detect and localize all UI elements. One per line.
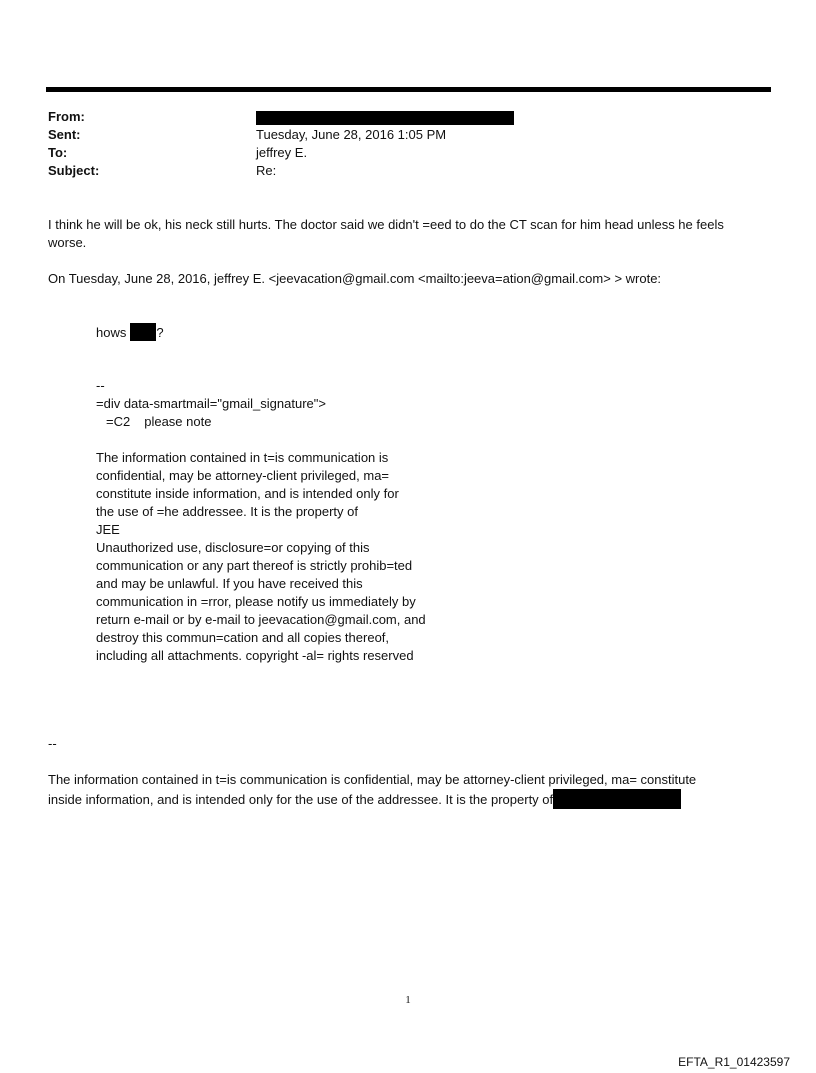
from-row — [48, 108, 748, 126]
quoted-please-note — [96, 413, 476, 431]
to-value: jeffrey E. — [256, 145, 308, 160]
quoted-c2: =C2 — [106, 414, 131, 429]
subject-row — [48, 162, 748, 180]
footer-confidentiality-notice — [48, 771, 768, 809]
sent-row — [48, 126, 748, 144]
confidentiality-line: destroy this commun=cation and all copies thereof, — [96, 630, 390, 645]
quoted-hows: hows — [96, 325, 127, 340]
confidentiality-line: and may be unlawful. If you have received this — [96, 576, 363, 591]
quote-intro: On Tuesday, June 28, 2016, jeffrey E. <jeevacation@gmail.com <mailto:jeeva=ation@gmail.com> > wrote: — [48, 271, 662, 286]
email-header — [48, 108, 748, 180]
name-redaction — [130, 323, 156, 341]
confidentiality-line: the use of =he addressee. It is the property of — [96, 504, 358, 519]
document-id: EFTA_R1_01423597 — [678, 1055, 790, 1069]
to-label: To: — [48, 145, 68, 160]
confidentiality-line: The information contained in t=is communication is — [96, 450, 389, 465]
quoted-please-note-text: please note — [144, 414, 212, 429]
reply-line: worse. — [48, 235, 87, 250]
confidentiality-line: communication or any part thereof is strictly prohib=ted — [96, 558, 413, 573]
page-number: 1 — [405, 994, 411, 1006]
quoted-signature-separator: -- — [96, 378, 105, 393]
confidentiality-line: confidential, may be attorney-client privileged, ma= — [96, 468, 390, 483]
from-label: From: — [48, 109, 85, 124]
sent-value: Tuesday, June 28, 2016 1:05 PM — [256, 127, 447, 142]
subject-label: Subject: — [48, 163, 100, 178]
header-rule — [46, 87, 771, 92]
confidentiality-line: JEE — [96, 522, 120, 537]
footer-signature-separator: -- — [48, 736, 57, 751]
subject-value: Re: — [256, 163, 277, 178]
confidentiality-line: return e-mail or by e-mail to jeevacation@gmail.com, and — [96, 612, 426, 627]
footer-conf-line-with-redaction — [48, 789, 768, 809]
sent-label: Sent: — [48, 127, 81, 142]
quoted-question-mark: ? — [156, 325, 164, 340]
footer-conf-line: inside information, and is intended only for the use of the addressee. It is the property of — [48, 792, 554, 807]
quoted-div-line: =div data-smartmail="gmail_signature"> — [96, 396, 326, 411]
confidentiality-line: constitute inside information, and is intended only for — [96, 486, 399, 501]
footer-conf-line: The information contained in t=is communication is confidential, may be attorney-client privileged, ma= constitute — [48, 772, 697, 787]
to-row — [48, 144, 748, 162]
reply-paragraph — [48, 216, 768, 252]
confidentiality-line: communication in =rror, please notify us immediately by — [96, 594, 416, 609]
confidentiality-line: Unauthorized use, disclosure=or copying of this — [96, 540, 370, 555]
quoted-question — [96, 323, 476, 342]
property-owner-redaction — [553, 789, 681, 809]
from-value — [256, 108, 748, 126]
reply-line: I think he will be ok, his neck still hurts. The doctor said we didn't =eed to do the CT scan for him head unless he feels — [48, 217, 724, 232]
confidentiality-line: including all attachments. copyright -al= rights reserved — [96, 648, 414, 663]
from-redaction — [256, 111, 514, 125]
quoted-confidentiality-notice — [96, 449, 476, 665]
